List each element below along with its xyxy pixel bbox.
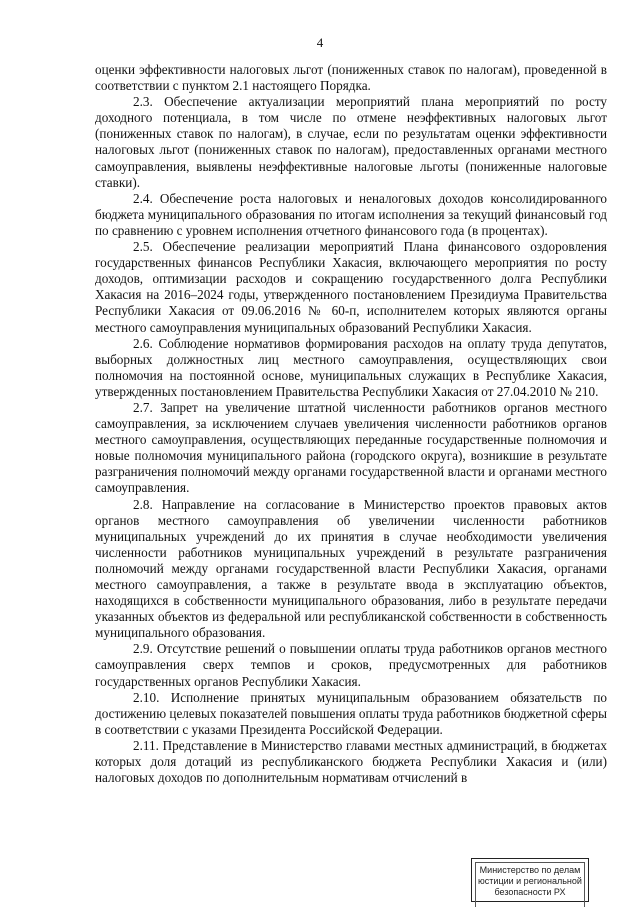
paragraph-2-5: 2.5. Обеспечение реализации мероприятий Плана финансового оздоровления государственных финансов Республики Хакасия, включающего мероприятия по росту доходов, оптимизации расходов и сокращению государственного долга Республики Хакасия на 2016–2024 годы, утвержденного постановлением Президиума Правительства Республики Хакасия от 09.06.2016 № 60-п, исполнителем которых являются органы местного самоуправления муниципальных образований Республики Хакасия.	[95, 239, 607, 335]
paragraph-2-9: 2.9. Отсутствие решений о повышении оплаты труда работников органов местного самоуправления сверх темпов и сроков, предусмотренных для работников государственных органов Республики Хакасия.	[95, 641, 607, 689]
document-body	[95, 62, 607, 786]
paragraph-continuation: оценки эффективности налоговых льгот (пониженных ставок по налогам), проведенной в соответствии с пунктом 2.1 настоящего Порядка.	[95, 62, 607, 94]
stamp-line-1: Министерство по делам	[479, 865, 581, 875]
paragraph-2-8: 2.8. Направление на согласование в Министерство проектов правовых актов органов местного самоуправления об увеличении численности работников муниципальных учреждений до их принятия в случае необходимости увеличения численности работников муниципальных учреждений в результате разграничения полномочий между органами государственной власти Республики Хакасия, органами местного самоуправления, а также в результате ввода в эксплуатацию объектов, находящихся в собственности муниципального образования, либо в результате передачи указанных объектов из федеральной или республиканской собственности в собственность муниципального образования.	[95, 496, 607, 641]
registration-stamp	[471, 858, 589, 902]
paragraph-2-3: 2.3. Обеспечение актуализации мероприятий плана мероприятий по росту доходного потенциала, в том числе по отмене неэффективных налоговых льгот (пониженных ставок по налогам), в случае, если по результатам оценки эффективности налоговых льгот (пониженных ставок по налогам), предоставленных органами местного самоуправления, выявлены неэффективные налоговые льготы (пониженные налоговые ставки).	[95, 94, 607, 190]
paragraph-2-11: 2.11. Представление в Министерство главами местных администраций, в бюджетах которых доля дотаций из республиканского бюджета Республики Хакасия и (или) налоговых доходов по дополнительным нормативам отчислений в	[95, 737, 607, 786]
paragraph-2-6: 2.6. Соблюдение нормативов формирования расходов на оплату труда депутатов, выборных должностных лиц местного самоуправления, осуществляющих свои полномочия на постоянной основе, муниципальных служащих в Республике Хакасия, утвержденных постановлением Правительства Республики Хакасия от 27.04.2010 № 210.	[95, 335, 607, 399]
paragraph-2-4: 2.4. Обеспечение роста налоговых и неналоговых доходов консолидированного бюджета муниципального образования по итогам исполнения за текущий финансовый год по сравнению с уровнем исполнения отчетного финансового года (в процентах).	[95, 190, 607, 238]
page-number: 4	[316, 35, 324, 50]
stamp-line-3: безопасности РХ	[494, 887, 566, 897]
stamp-line-2: юстиции и региональной	[478, 876, 582, 886]
paragraph-2-7: 2.7. Запрет на увеличение штатной численности работников органов местного самоуправления, за исключением случаев увеличения численности работников органов местного самоуправления, осуществляющих переданные государственные полномочия и новые полномочия муниципального района (городского округа), возникшие в результате разграничения полномочий между органами государственной власти и органами местного самоуправления.	[95, 399, 607, 496]
paragraph-2-10: 2.10. Исполнение принятых муниципальным образованием обязательств по достижению целевых показателей повышения оплаты труда работников бюджетной сферы в соответствии с указами Президента Российской Федерации.	[95, 689, 607, 737]
